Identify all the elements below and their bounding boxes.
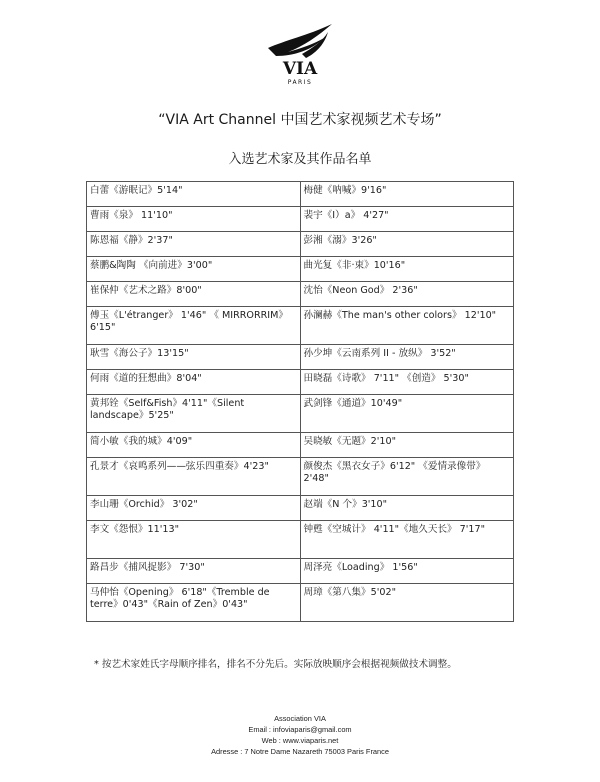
table-cell: 赵端《N 个》3'10" (300, 496, 514, 521)
table-row (87, 559, 514, 584)
table-cell: 崔保仲《艺术之路》8'00" (87, 282, 301, 307)
table-cell: 路昌步《捕风捉影》 7'30" (87, 559, 301, 584)
page-title: “VIA Art Channel 中国艺术家视频艺术专场” (158, 112, 442, 128)
table-row (87, 232, 514, 257)
table-row (87, 257, 514, 282)
table-cell: 蔡鹏&陶陶 《向前进》3'00" (87, 257, 301, 282)
footer-contact (0, 713, 600, 757)
table-cell: 傅玉《L'étranger》 1'46" 《 MIRRORRIM》 6'15" (87, 307, 301, 345)
table-cell: 孙澜赫《The man's other colors》 12'10" (300, 307, 514, 345)
table-cell: 陈恩福《静》2'37" (87, 232, 301, 257)
artists-works-table (86, 181, 514, 622)
table-row (87, 458, 514, 496)
table-row (87, 521, 514, 559)
table-row (87, 282, 514, 307)
table-cell: 李山珊《Orchid》 3'02" (87, 496, 301, 521)
ordering-note: * 按艺术家姓氏字母顺序排名，排名不分先后。实际放映顺序会根据视频做技术调整。 (94, 659, 457, 670)
table-cell: 武剑锋《通道》10'49" (300, 395, 514, 433)
table-cell: 耿雪《海公子》13'15" (87, 345, 301, 370)
footer-email: Email : infoviaparis@gmail.com (248, 725, 352, 734)
via-logo-icon (262, 18, 338, 90)
table-row (87, 496, 514, 521)
table-row (87, 584, 514, 622)
table-cell: 孔景才《哀鸣系列——弦乐四重奏》4'23" (87, 458, 301, 496)
table-cell: 白蕾《游眠记》5'14" (87, 182, 301, 207)
table-cell: 钟甦《空城计》 4'11"《地久天长》 7'17" (300, 521, 514, 559)
table-row (87, 307, 514, 345)
table-cell: 曲光复《非·束》10'16" (300, 257, 514, 282)
table-cell: 何雨《道的狂想曲》8'04" (87, 370, 301, 395)
table-cell: 周泽亮《Loading》 1'56" (300, 559, 514, 584)
table-cell: 彭湘《溺》3'26" (300, 232, 514, 257)
table-row (87, 207, 514, 232)
table-cell: 马仲怡《Opening》 6'18"《Tremble de terre》0'43"《Rain of Zen》0'43" (87, 584, 301, 622)
logo-text: VIA (282, 59, 318, 79)
table-cell: 颜俊杰《黑衣女子》6'12" 《爱情录像带》2'48" (300, 458, 514, 496)
table-row (87, 433, 514, 458)
footer-org: Association VIA (274, 714, 326, 723)
footer-web: Web : www.viaparis.net (261, 736, 339, 745)
table-cell: 李文《怨恨》11'13" (87, 521, 301, 559)
table-row (87, 345, 514, 370)
table-cell: 裴宇《I）a》 4'27" (300, 207, 514, 232)
table-cell: 周璋《第八集》5'02" (300, 584, 514, 622)
table-cell: 田晓磊《诗歌》 7'11" 《创造》 5'30" (300, 370, 514, 395)
table-cell: 梅健《呐喊》9'16" (300, 182, 514, 207)
logo-subtext: PARIS (287, 79, 313, 86)
page-subtitle: 入选艺术家及其作品名单 (228, 152, 372, 167)
table-cell: 吴晓敏《无题》2'10" (300, 433, 514, 458)
table-cell: 黄邦铨《Self&Fish》4'11"《Silent landscape》5'25" (87, 395, 301, 433)
table-cell: 曹雨《泉》 11'10" (87, 207, 301, 232)
table-cell: 简小敏《我的城》4'09" (87, 433, 301, 458)
table-cell: 孙少坤《云南系列 II - 放纵》 3'52" (300, 345, 514, 370)
table-row (87, 370, 514, 395)
via-paris-logo (262, 18, 338, 90)
footer-address: Adresse : 7 Notre Dame Nazareth 75003 Paris France (211, 747, 389, 756)
table-row (87, 395, 514, 433)
table-cell: 沈怡《Neon God》 2'36" (300, 282, 514, 307)
table-row (87, 182, 514, 207)
